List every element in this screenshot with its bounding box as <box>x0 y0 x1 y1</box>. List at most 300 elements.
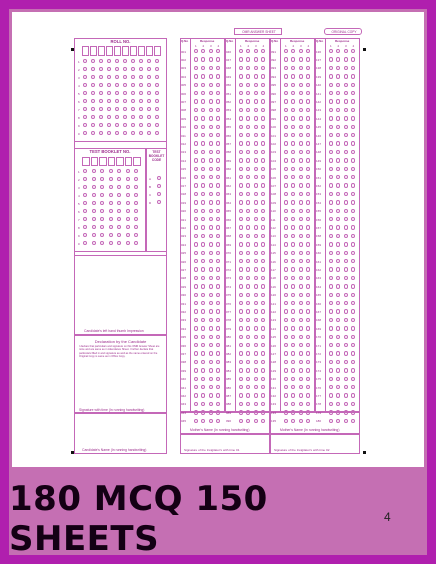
answer-bubble[interactable] <box>344 209 348 213</box>
answer-bubble[interactable] <box>194 402 198 406</box>
answer-bubble[interactable] <box>239 99 243 103</box>
answer-bubble[interactable] <box>284 167 288 171</box>
answer-bubble[interactable] <box>306 116 310 120</box>
answer-bubble[interactable] <box>209 309 213 313</box>
answer-bubble[interactable] <box>299 150 303 154</box>
answer-bubble[interactable] <box>344 284 348 288</box>
answer-bubble[interactable] <box>254 200 258 204</box>
answer-bubble[interactable] <box>209 251 213 255</box>
answer-bubble[interactable] <box>344 318 348 322</box>
answer-bubble[interactable] <box>299 368 303 372</box>
answer-bubble[interactable] <box>329 99 333 103</box>
answer-bubble[interactable] <box>284 74 288 78</box>
answer-bubble[interactable] <box>239 57 243 61</box>
answer-bubble[interactable] <box>194 209 198 213</box>
answer-bubble[interactable] <box>246 284 250 288</box>
answer-bubble[interactable] <box>344 192 348 196</box>
answer-bubble[interactable] <box>329 200 333 204</box>
answer-bubble[interactable] <box>246 410 250 414</box>
answer-bubble[interactable] <box>254 225 258 229</box>
answer-bubble[interactable] <box>254 251 258 255</box>
answer-bubble[interactable] <box>254 167 258 171</box>
answer-bubble[interactable] <box>284 183 288 187</box>
answer-bubble[interactable] <box>351 158 355 162</box>
answer-bubble[interactable] <box>254 57 258 61</box>
answer-bubble[interactable] <box>254 377 258 381</box>
answer-bubble[interactable] <box>216 326 220 330</box>
answer-bubble[interactable] <box>261 158 265 162</box>
answer-bubble[interactable] <box>194 393 198 397</box>
answer-bubble[interactable] <box>291 74 295 78</box>
answer-bubble[interactable] <box>291 326 295 330</box>
answer-bubble[interactable] <box>299 267 303 271</box>
answer-bubble[interactable] <box>209 116 213 120</box>
answer-bubble[interactable] <box>239 284 243 288</box>
answer-bubble[interactable] <box>284 267 288 271</box>
answer-bubble[interactable] <box>329 309 333 313</box>
answer-bubble[interactable] <box>209 360 213 364</box>
answer-bubble[interactable] <box>239 402 243 406</box>
answer-bubble[interactable] <box>299 251 303 255</box>
answer-bubble[interactable] <box>299 108 303 112</box>
answer-bubble[interactable] <box>216 368 220 372</box>
answer-bubble[interactable] <box>299 57 303 61</box>
answer-bubble[interactable] <box>216 74 220 78</box>
answer-bubble[interactable] <box>329 360 333 364</box>
answer-bubble[interactable] <box>261 284 265 288</box>
answer-bubble[interactable] <box>254 158 258 162</box>
answer-bubble[interactable] <box>254 150 258 154</box>
answer-bubble[interactable] <box>194 309 198 313</box>
answer-bubble[interactable] <box>299 410 303 414</box>
answer-bubble[interactable] <box>254 183 258 187</box>
answer-bubble[interactable] <box>306 410 310 414</box>
answer-bubble[interactable] <box>239 66 243 70</box>
answer-bubble[interactable] <box>329 318 333 322</box>
answer-bubble[interactable] <box>239 309 243 313</box>
answer-bubble[interactable] <box>284 158 288 162</box>
answer-bubble[interactable] <box>209 377 213 381</box>
answer-bubble[interactable] <box>344 242 348 246</box>
answer-bubble[interactable] <box>254 293 258 297</box>
answer-bubble[interactable] <box>194 83 198 87</box>
answer-bubble[interactable] <box>299 225 303 229</box>
answer-bubble[interactable] <box>344 66 348 70</box>
answer-bubble[interactable] <box>194 351 198 355</box>
answer-bubble[interactable] <box>299 318 303 322</box>
answer-bubble[interactable] <box>329 242 333 246</box>
answer-bubble[interactable] <box>209 326 213 330</box>
answer-bubble[interactable] <box>284 393 288 397</box>
answer-bubble[interactable] <box>201 368 205 372</box>
answer-bubble[interactable] <box>239 141 243 145</box>
answer-bubble[interactable] <box>284 209 288 213</box>
answer-bubble[interactable] <box>344 251 348 255</box>
answer-bubble[interactable] <box>284 125 288 129</box>
answer-bubble[interactable] <box>299 200 303 204</box>
answer-bubble[interactable] <box>336 74 340 78</box>
answer-bubble[interactable] <box>246 242 250 246</box>
answer-bubble[interactable] <box>336 116 340 120</box>
answer-bubble[interactable] <box>239 167 243 171</box>
answer-bubble[interactable] <box>351 116 355 120</box>
answer-bubble[interactable] <box>261 368 265 372</box>
answer-bubble[interactable] <box>254 108 258 112</box>
answer-bubble[interactable] <box>194 183 198 187</box>
answer-bubble[interactable] <box>344 200 348 204</box>
answer-bubble[interactable] <box>284 351 288 355</box>
answer-bubble[interactable] <box>194 225 198 229</box>
answer-bubble[interactable] <box>284 402 288 406</box>
answer-bubble[interactable] <box>284 192 288 196</box>
answer-bubble[interactable] <box>209 276 213 280</box>
answer-bubble[interactable] <box>194 234 198 238</box>
answer-bubble[interactable] <box>194 150 198 154</box>
answer-bubble[interactable] <box>329 419 333 423</box>
answer-bubble[interactable] <box>344 293 348 297</box>
answer-bubble[interactable] <box>299 351 303 355</box>
answer-bubble[interactable] <box>329 116 333 120</box>
answer-bubble[interactable] <box>291 158 295 162</box>
answer-bubble[interactable] <box>209 402 213 406</box>
answer-bubble[interactable] <box>209 368 213 372</box>
answer-bubble[interactable] <box>329 192 333 196</box>
answer-bubble[interactable] <box>194 242 198 246</box>
answer-bubble[interactable] <box>201 158 205 162</box>
answer-bubble[interactable] <box>254 309 258 313</box>
answer-bubble[interactable] <box>344 267 348 271</box>
answer-bubble[interactable] <box>239 377 243 381</box>
answer-bubble[interactable] <box>246 74 250 78</box>
answer-bubble[interactable] <box>344 419 348 423</box>
answer-bubble[interactable] <box>329 267 333 271</box>
answer-bubble[interactable] <box>329 66 333 70</box>
answer-bubble[interactable] <box>194 167 198 171</box>
answer-bubble[interactable] <box>239 225 243 229</box>
answer-bubble[interactable] <box>194 192 198 196</box>
answer-bubble[interactable] <box>299 234 303 238</box>
answer-bubble[interactable] <box>194 158 198 162</box>
answer-bubble[interactable] <box>201 74 205 78</box>
answer-bubble[interactable] <box>209 209 213 213</box>
answer-bubble[interactable] <box>299 309 303 313</box>
answer-bubble[interactable] <box>329 108 333 112</box>
answer-bubble[interactable] <box>344 225 348 229</box>
answer-bubble[interactable] <box>194 99 198 103</box>
answer-bubble[interactable] <box>239 410 243 414</box>
answer-bubble[interactable] <box>194 116 198 120</box>
answer-bubble[interactable] <box>194 251 198 255</box>
answer-bubble[interactable] <box>284 200 288 204</box>
answer-bubble[interactable] <box>194 377 198 381</box>
answer-bubble[interactable] <box>291 116 295 120</box>
answer-bubble[interactable] <box>299 402 303 406</box>
answer-bubble[interactable] <box>344 368 348 372</box>
answer-bubble[interactable] <box>239 74 243 78</box>
answer-bubble[interactable] <box>344 57 348 61</box>
answer-bubble[interactable] <box>194 200 198 204</box>
answer-bubble[interactable] <box>284 108 288 112</box>
answer-bubble[interactable] <box>299 167 303 171</box>
answer-bubble[interactable] <box>254 74 258 78</box>
answer-bubble[interactable] <box>254 410 258 414</box>
answer-bubble[interactable] <box>239 267 243 271</box>
answer-bubble[interactable] <box>351 368 355 372</box>
answer-bubble[interactable] <box>254 402 258 406</box>
answer-bubble[interactable] <box>329 393 333 397</box>
answer-bubble[interactable] <box>254 267 258 271</box>
answer-bubble[interactable] <box>209 410 213 414</box>
answer-bubble[interactable] <box>284 99 288 103</box>
answer-bubble[interactable] <box>299 83 303 87</box>
answer-bubble[interactable] <box>239 368 243 372</box>
answer-bubble[interactable] <box>209 192 213 196</box>
answer-bubble[interactable] <box>246 158 250 162</box>
answer-bubble[interactable] <box>261 116 265 120</box>
answer-bubble[interactable] <box>284 251 288 255</box>
answer-bubble[interactable] <box>216 200 220 204</box>
answer-bubble[interactable] <box>194 326 198 330</box>
answer-bubble[interactable] <box>344 410 348 414</box>
answer-bubble[interactable] <box>239 234 243 238</box>
answer-bubble[interactable] <box>329 234 333 238</box>
answer-bubble[interactable] <box>216 242 220 246</box>
answer-bubble[interactable] <box>299 209 303 213</box>
answer-bubble[interactable] <box>209 267 213 271</box>
answer-bubble[interactable] <box>291 242 295 246</box>
answer-bubble[interactable] <box>329 402 333 406</box>
answer-bubble[interactable] <box>351 242 355 246</box>
answer-bubble[interactable] <box>329 57 333 61</box>
answer-bubble[interactable] <box>329 83 333 87</box>
answer-bubble[interactable] <box>254 83 258 87</box>
answer-bubble[interactable] <box>239 276 243 280</box>
answer-bubble[interactable] <box>306 200 310 204</box>
answer-bubble[interactable] <box>284 276 288 280</box>
answer-bubble[interactable] <box>351 284 355 288</box>
answer-bubble[interactable] <box>201 410 205 414</box>
answer-bubble[interactable] <box>291 368 295 372</box>
answer-bubble[interactable] <box>194 293 198 297</box>
answer-bubble[interactable] <box>209 150 213 154</box>
answer-bubble[interactable] <box>291 410 295 414</box>
answer-bubble[interactable] <box>299 66 303 70</box>
answer-bubble[interactable] <box>329 293 333 297</box>
answer-bubble[interactable] <box>254 192 258 196</box>
answer-bubble[interactable] <box>201 242 205 246</box>
answer-bubble[interactable] <box>284 66 288 70</box>
answer-bubble[interactable] <box>209 83 213 87</box>
answer-bubble[interactable] <box>284 150 288 154</box>
answer-bubble[interactable] <box>194 335 198 339</box>
answer-bubble[interactable] <box>239 158 243 162</box>
answer-bubble[interactable] <box>344 158 348 162</box>
answer-bubble[interactable] <box>284 284 288 288</box>
answer-bubble[interactable] <box>209 419 213 423</box>
answer-bubble[interactable] <box>284 293 288 297</box>
answer-bubble[interactable] <box>299 192 303 196</box>
answer-bubble[interactable] <box>329 377 333 381</box>
answer-bubble[interactable] <box>254 242 258 246</box>
answer-bubble[interactable] <box>299 99 303 103</box>
answer-bubble[interactable] <box>194 108 198 112</box>
answer-bubble[interactable] <box>209 284 213 288</box>
answer-bubble[interactable] <box>329 125 333 129</box>
answer-bubble[interactable] <box>284 116 288 120</box>
answer-bubble[interactable] <box>239 108 243 112</box>
answer-bubble[interactable] <box>254 419 258 423</box>
answer-bubble[interactable] <box>329 410 333 414</box>
answer-bubble[interactable] <box>284 335 288 339</box>
answer-bubble[interactable] <box>336 200 340 204</box>
answer-bubble[interactable] <box>209 125 213 129</box>
answer-bubble[interactable] <box>329 209 333 213</box>
answer-bubble[interactable] <box>299 335 303 339</box>
answer-bubble[interactable] <box>209 99 213 103</box>
answer-bubble[interactable] <box>329 167 333 171</box>
answer-bubble[interactable] <box>284 318 288 322</box>
answer-bubble[interactable] <box>329 335 333 339</box>
answer-bubble[interactable] <box>299 183 303 187</box>
answer-bubble[interactable] <box>194 419 198 423</box>
answer-bubble[interactable] <box>254 360 258 364</box>
answer-bubble[interactable] <box>299 242 303 246</box>
answer-bubble[interactable] <box>239 393 243 397</box>
answer-bubble[interactable] <box>351 326 355 330</box>
answer-bubble[interactable] <box>299 158 303 162</box>
answer-bubble[interactable] <box>194 318 198 322</box>
answer-bubble[interactable] <box>344 125 348 129</box>
answer-bubble[interactable] <box>194 360 198 364</box>
answer-bubble[interactable] <box>344 99 348 103</box>
answer-bubble[interactable] <box>254 393 258 397</box>
answer-bubble[interactable] <box>254 276 258 280</box>
answer-bubble[interactable] <box>329 326 333 330</box>
answer-bubble[interactable] <box>299 326 303 330</box>
answer-bubble[interactable] <box>351 74 355 78</box>
answer-bubble[interactable] <box>254 209 258 213</box>
answer-bubble[interactable] <box>291 284 295 288</box>
answer-bubble[interactable] <box>336 410 340 414</box>
answer-bubble[interactable] <box>329 183 333 187</box>
answer-bubble[interactable] <box>329 141 333 145</box>
answer-bubble[interactable] <box>209 351 213 355</box>
answer-bubble[interactable] <box>284 360 288 364</box>
answer-bubble[interactable] <box>194 276 198 280</box>
answer-bubble[interactable] <box>344 183 348 187</box>
answer-bubble[interactable] <box>209 318 213 322</box>
answer-bubble[interactable] <box>299 125 303 129</box>
answer-bubble[interactable] <box>329 276 333 280</box>
answer-bubble[interactable] <box>239 125 243 129</box>
answer-bubble[interactable] <box>329 150 333 154</box>
answer-bubble[interactable] <box>194 141 198 145</box>
answer-bubble[interactable] <box>246 116 250 120</box>
answer-bubble[interactable] <box>209 393 213 397</box>
answer-bubble[interactable] <box>329 251 333 255</box>
answer-bubble[interactable] <box>329 368 333 372</box>
answer-bubble[interactable] <box>306 284 310 288</box>
answer-bubble[interactable] <box>209 158 213 162</box>
answer-bubble[interactable] <box>336 158 340 162</box>
answer-bubble[interactable] <box>344 74 348 78</box>
answer-bubble[interactable] <box>299 276 303 280</box>
answer-bubble[interactable] <box>344 351 348 355</box>
answer-bubble[interactable] <box>329 225 333 229</box>
answer-bubble[interactable] <box>239 251 243 255</box>
answer-bubble[interactable] <box>344 276 348 280</box>
answer-bubble[interactable] <box>299 360 303 364</box>
answer-bubble[interactable] <box>209 242 213 246</box>
answer-bubble[interactable] <box>194 66 198 70</box>
answer-bubble[interactable] <box>261 200 265 204</box>
answer-bubble[interactable] <box>261 74 265 78</box>
answer-bubble[interactable] <box>299 116 303 120</box>
answer-bubble[interactable] <box>284 326 288 330</box>
answer-bubble[interactable] <box>254 351 258 355</box>
answer-bubble[interactable] <box>254 335 258 339</box>
answer-bubble[interactable] <box>344 402 348 406</box>
answer-bubble[interactable] <box>254 116 258 120</box>
answer-bubble[interactable] <box>344 83 348 87</box>
answer-bubble[interactable] <box>344 377 348 381</box>
answer-bubble[interactable] <box>284 57 288 61</box>
answer-bubble[interactable] <box>194 74 198 78</box>
answer-bubble[interactable] <box>254 326 258 330</box>
answer-bubble[interactable] <box>239 419 243 423</box>
answer-bubble[interactable] <box>194 368 198 372</box>
answer-bubble[interactable] <box>336 284 340 288</box>
answer-bubble[interactable] <box>239 318 243 322</box>
answer-bubble[interactable] <box>344 234 348 238</box>
answer-bubble[interactable] <box>344 141 348 145</box>
answer-bubble[interactable] <box>216 158 220 162</box>
answer-bubble[interactable] <box>329 351 333 355</box>
answer-bubble[interactable] <box>336 368 340 372</box>
answer-bubble[interactable] <box>344 167 348 171</box>
answer-bubble[interactable] <box>254 284 258 288</box>
answer-bubble[interactable] <box>209 293 213 297</box>
answer-bubble[interactable] <box>216 116 220 120</box>
answer-bubble[interactable] <box>254 234 258 238</box>
answer-bubble[interactable] <box>344 335 348 339</box>
answer-bubble[interactable] <box>299 393 303 397</box>
answer-bubble[interactable] <box>239 326 243 330</box>
answer-bubble[interactable] <box>216 410 220 414</box>
answer-bubble[interactable] <box>329 74 333 78</box>
answer-bubble[interactable] <box>239 200 243 204</box>
answer-bubble[interactable] <box>336 326 340 330</box>
answer-bubble[interactable] <box>254 318 258 322</box>
answer-bubble[interactable] <box>201 284 205 288</box>
answer-bubble[interactable] <box>209 234 213 238</box>
answer-bubble[interactable] <box>254 125 258 129</box>
answer-bubble[interactable] <box>239 183 243 187</box>
answer-bubble[interactable] <box>254 66 258 70</box>
answer-bubble[interactable] <box>239 209 243 213</box>
answer-bubble[interactable] <box>261 242 265 246</box>
answer-bubble[interactable] <box>284 309 288 313</box>
answer-bubble[interactable] <box>239 192 243 196</box>
answer-bubble[interactable] <box>201 326 205 330</box>
answer-bubble[interactable] <box>209 167 213 171</box>
answer-bubble[interactable] <box>209 183 213 187</box>
answer-bubble[interactable] <box>201 200 205 204</box>
answer-bubble[interactable] <box>194 125 198 129</box>
answer-bubble[interactable] <box>284 419 288 423</box>
answer-bubble[interactable] <box>209 74 213 78</box>
answer-bubble[interactable] <box>261 326 265 330</box>
